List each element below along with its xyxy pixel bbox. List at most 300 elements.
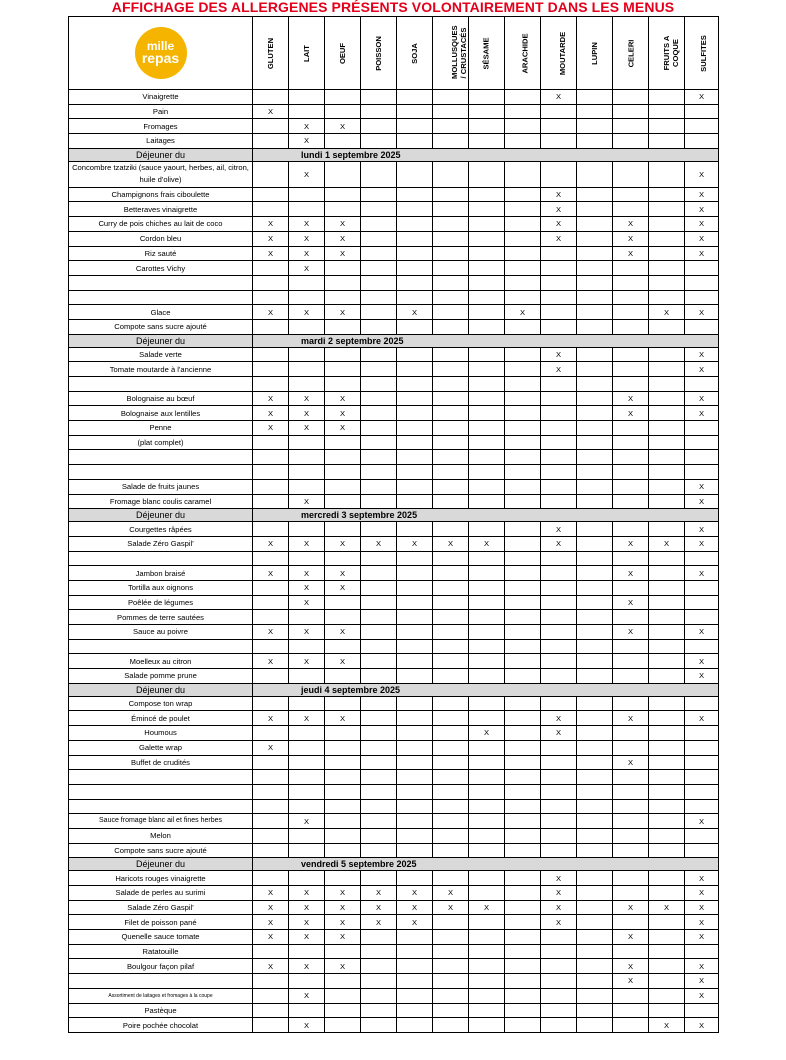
column-header bbox=[325, 17, 361, 90]
allergen-cell bbox=[397, 784, 433, 799]
allergen-cell: X bbox=[289, 119, 325, 134]
allergen-cell bbox=[361, 406, 397, 421]
allergen-cell bbox=[685, 784, 719, 799]
allergen-cell bbox=[469, 551, 505, 566]
allergen-cell bbox=[397, 187, 433, 202]
allergen-cell bbox=[289, 755, 325, 770]
table-row bbox=[69, 696, 719, 711]
allergen-cell bbox=[361, 217, 397, 232]
allergen-cell bbox=[325, 465, 361, 480]
allergen-cell bbox=[649, 494, 685, 509]
allergen-cell bbox=[253, 696, 289, 711]
allergen-cell: X bbox=[613, 625, 649, 640]
allergen-cell bbox=[505, 711, 541, 726]
allergen-cell bbox=[289, 362, 325, 377]
allergen-cell: X bbox=[325, 305, 361, 320]
allergen-cell bbox=[685, 580, 719, 595]
allergen-cell bbox=[469, 119, 505, 134]
allergen-cell bbox=[397, 654, 433, 669]
allergen-cell bbox=[361, 202, 397, 217]
allergen-cell bbox=[685, 465, 719, 480]
allergen-cell: X bbox=[685, 305, 719, 320]
dish-name: Haricots rouges vinaigrette bbox=[69, 871, 253, 886]
allergen-cell bbox=[505, 1003, 541, 1018]
allergen-cell bbox=[397, 625, 433, 640]
allergen-cell bbox=[541, 319, 577, 334]
allergen-cell bbox=[325, 784, 361, 799]
table-row bbox=[69, 406, 719, 421]
allergen-cell bbox=[505, 246, 541, 261]
allergen-cell bbox=[253, 161, 289, 187]
allergen-cell bbox=[541, 740, 577, 755]
allergen-cell bbox=[397, 988, 433, 1003]
allergen-cell bbox=[577, 479, 613, 494]
allergen-cell bbox=[577, 711, 613, 726]
allergen-cell bbox=[361, 551, 397, 566]
allergen-cell bbox=[577, 740, 613, 755]
allergen-cell bbox=[577, 944, 613, 959]
allergen-cell: X bbox=[325, 246, 361, 261]
allergen-cell: X bbox=[289, 536, 325, 551]
allergen-cell bbox=[541, 696, 577, 711]
allergen-cell bbox=[325, 740, 361, 755]
allergen-cell bbox=[433, 187, 469, 202]
allergen-cell bbox=[325, 377, 361, 392]
day-label: Déjeuner du bbox=[69, 683, 253, 696]
allergen-cell bbox=[505, 799, 541, 814]
allergen-cell bbox=[433, 290, 469, 305]
allergen-cell bbox=[505, 119, 541, 134]
allergen-cell bbox=[289, 696, 325, 711]
allergen-cell bbox=[613, 202, 649, 217]
allergen-cell bbox=[361, 974, 397, 989]
allergen-cell bbox=[541, 377, 577, 392]
table-row bbox=[69, 871, 719, 886]
allergen-cell bbox=[613, 828, 649, 843]
allergen-cell bbox=[577, 187, 613, 202]
allergen-cell bbox=[613, 886, 649, 901]
allergen-cell bbox=[505, 580, 541, 595]
allergen-cell bbox=[361, 119, 397, 134]
allergen-cell: X bbox=[685, 654, 719, 669]
allergen-cell bbox=[505, 90, 541, 105]
allergen-cell bbox=[325, 871, 361, 886]
table-row bbox=[69, 435, 719, 450]
allergen-cell: X bbox=[325, 566, 361, 581]
allergen-cell: X bbox=[541, 202, 577, 217]
allergen-cell bbox=[397, 90, 433, 105]
allergen-cell bbox=[505, 347, 541, 362]
allergen-cell: X bbox=[325, 580, 361, 595]
allergen-cell bbox=[649, 669, 685, 684]
allergen-cell: X bbox=[613, 595, 649, 610]
allergen-cell bbox=[433, 740, 469, 755]
allergen-cell bbox=[289, 187, 325, 202]
allergen-cell bbox=[613, 134, 649, 149]
allergen-cell bbox=[433, 580, 469, 595]
allergen-cell: X bbox=[253, 930, 289, 945]
allergen-cell: X bbox=[541, 886, 577, 901]
allergen-cell bbox=[397, 959, 433, 974]
allergen-cell bbox=[649, 595, 685, 610]
allergen-cell bbox=[541, 580, 577, 595]
allergen-cell: X bbox=[289, 930, 325, 945]
allergen-cell bbox=[541, 566, 577, 581]
dish-name: Moelleux au citron bbox=[69, 654, 253, 669]
allergen-cell: X bbox=[685, 391, 719, 406]
allergen-cell: X bbox=[289, 305, 325, 320]
table-row bbox=[69, 740, 719, 755]
day-label: Déjeuner du bbox=[69, 858, 253, 871]
allergen-cell bbox=[361, 828, 397, 843]
allergen-cell: X bbox=[685, 930, 719, 945]
allergen-cell bbox=[253, 610, 289, 625]
day-date: vendredi 5 septembre 2025 bbox=[253, 858, 719, 871]
allergen-cell: X bbox=[685, 362, 719, 377]
allergen-cell: X bbox=[289, 595, 325, 610]
allergen-cell bbox=[397, 347, 433, 362]
allergen-cell bbox=[541, 275, 577, 290]
allergen-cell: X bbox=[541, 187, 577, 202]
allergen-cell bbox=[505, 435, 541, 450]
dish-name: Penne bbox=[69, 421, 253, 436]
allergen-cell bbox=[397, 696, 433, 711]
dish-name: Ratatouille bbox=[69, 944, 253, 959]
allergen-cell bbox=[685, 450, 719, 465]
allergen-cell bbox=[649, 261, 685, 276]
allergen-cell bbox=[289, 319, 325, 334]
allergen-cell bbox=[649, 119, 685, 134]
allergen-cell bbox=[613, 290, 649, 305]
allergen-cell bbox=[253, 814, 289, 829]
allergen-cell bbox=[433, 231, 469, 246]
allergen-cell bbox=[469, 886, 505, 901]
allergen-cell: X bbox=[361, 915, 397, 930]
allergen-cell bbox=[361, 362, 397, 377]
dish-name: Compose ton wrap bbox=[69, 696, 253, 711]
dish-name bbox=[69, 974, 253, 989]
day-date: mercredi 3 septembre 2025 bbox=[253, 509, 719, 522]
allergen-cell bbox=[469, 246, 505, 261]
allergen-cell bbox=[577, 275, 613, 290]
allergen-cell bbox=[325, 610, 361, 625]
allergen-cell: X bbox=[685, 231, 719, 246]
table-row bbox=[69, 595, 719, 610]
table-row bbox=[69, 319, 719, 334]
allergen-cell bbox=[577, 536, 613, 551]
allergen-cell bbox=[253, 377, 289, 392]
allergen-cell bbox=[469, 566, 505, 581]
allergen-cell bbox=[433, 974, 469, 989]
allergen-cell bbox=[649, 625, 685, 640]
allergen-cell bbox=[361, 654, 397, 669]
allergen-cell bbox=[325, 755, 361, 770]
allergen-cell bbox=[577, 566, 613, 581]
allergen-cell bbox=[613, 580, 649, 595]
allergen-cell bbox=[253, 435, 289, 450]
allergen-cell: X bbox=[613, 536, 649, 551]
allergen-cell bbox=[613, 494, 649, 509]
day-label: Déjeuner du bbox=[69, 148, 253, 161]
allergen-cell bbox=[397, 421, 433, 436]
allergen-cell bbox=[361, 566, 397, 581]
allergen-cell bbox=[361, 959, 397, 974]
table-row bbox=[69, 275, 719, 290]
allergen-cell bbox=[469, 580, 505, 595]
allergen-cell bbox=[505, 944, 541, 959]
allergen-cell bbox=[433, 319, 469, 334]
allergen-cell: X bbox=[289, 231, 325, 246]
allergen-cell: X bbox=[685, 479, 719, 494]
allergen-cell bbox=[397, 391, 433, 406]
allergen-cell: X bbox=[685, 217, 719, 232]
allergen-cell: X bbox=[253, 711, 289, 726]
allergen-cell bbox=[505, 1018, 541, 1033]
allergen-cell bbox=[685, 770, 719, 785]
allergen-cell: X bbox=[469, 900, 505, 915]
allergen-cell bbox=[397, 580, 433, 595]
allergen-cell bbox=[433, 639, 469, 654]
dish-name: (plat complet) bbox=[69, 435, 253, 450]
allergen-cell: X bbox=[253, 104, 289, 119]
table-row bbox=[69, 711, 719, 726]
allergen-cell: X bbox=[325, 900, 361, 915]
day-header-row bbox=[69, 334, 719, 347]
allergen-cell bbox=[613, 799, 649, 814]
allergen-cell bbox=[253, 799, 289, 814]
allergen-cell bbox=[649, 915, 685, 930]
allergen-cell: X bbox=[289, 161, 325, 187]
allergen-cell bbox=[505, 377, 541, 392]
column-header-label: GLUTEN bbox=[266, 37, 275, 69]
allergen-cell bbox=[253, 347, 289, 362]
allergen-cell bbox=[397, 231, 433, 246]
allergen-cell bbox=[541, 1003, 577, 1018]
allergen-cell bbox=[613, 610, 649, 625]
table-row bbox=[69, 290, 719, 305]
allergen-cell: X bbox=[685, 900, 719, 915]
table-row bbox=[69, 134, 719, 149]
allergen-cell bbox=[361, 522, 397, 537]
allergen-cell bbox=[685, 319, 719, 334]
allergen-cell bbox=[577, 625, 613, 640]
allergen-cell: X bbox=[541, 347, 577, 362]
allergen-cell bbox=[505, 406, 541, 421]
allergen-cell bbox=[325, 988, 361, 1003]
allergen-cell bbox=[397, 202, 433, 217]
allergen-cell: X bbox=[325, 915, 361, 930]
dish-name bbox=[69, 551, 253, 566]
allergen-cell: X bbox=[613, 406, 649, 421]
dish-name: Pastèque bbox=[69, 1003, 253, 1018]
allergen-cell: X bbox=[253, 246, 289, 261]
allergen-cell bbox=[253, 669, 289, 684]
allergen-cell bbox=[613, 450, 649, 465]
allergen-cell bbox=[505, 479, 541, 494]
table-row bbox=[69, 187, 719, 202]
allergen-cell bbox=[613, 362, 649, 377]
allergen-cell bbox=[649, 104, 685, 119]
allergen-cell bbox=[253, 784, 289, 799]
dish-name: Vinaigrette bbox=[69, 90, 253, 105]
allergen-cell bbox=[577, 465, 613, 480]
allergen-cell bbox=[613, 696, 649, 711]
allergen-cell: X bbox=[253, 406, 289, 421]
allergen-cell bbox=[253, 90, 289, 105]
allergen-cell bbox=[541, 639, 577, 654]
allergen-cell bbox=[469, 231, 505, 246]
dish-name: Sauce fromage blanc ail et fines herbes bbox=[69, 814, 253, 829]
allergen-cell bbox=[469, 479, 505, 494]
allergen-cell bbox=[433, 275, 469, 290]
allergen-cell bbox=[649, 639, 685, 654]
allergen-cell: X bbox=[433, 886, 469, 901]
table-row bbox=[69, 828, 719, 843]
allergen-cell bbox=[469, 362, 505, 377]
allergen-cell bbox=[433, 988, 469, 1003]
allergen-cell bbox=[397, 435, 433, 450]
allergen-cell bbox=[325, 770, 361, 785]
allergen-cell: X bbox=[325, 959, 361, 974]
allergen-cell bbox=[433, 494, 469, 509]
allergen-cell bbox=[325, 595, 361, 610]
allergen-cell bbox=[685, 944, 719, 959]
allergen-cell bbox=[433, 566, 469, 581]
allergen-cell bbox=[469, 421, 505, 436]
allergen-cell bbox=[325, 1018, 361, 1033]
column-header-label: SULFITES bbox=[698, 34, 708, 72]
table-row bbox=[69, 566, 719, 581]
allergen-cell: X bbox=[253, 305, 289, 320]
allergen-cell bbox=[433, 104, 469, 119]
column-header bbox=[577, 17, 613, 90]
allergen-cell bbox=[649, 406, 685, 421]
allergen-cell bbox=[289, 784, 325, 799]
allergen-cell: X bbox=[613, 900, 649, 915]
allergen-cell bbox=[541, 1018, 577, 1033]
allergen-cell bbox=[613, 319, 649, 334]
allergen-cell bbox=[577, 522, 613, 537]
column-header-label: SOJA bbox=[410, 42, 419, 64]
allergen-cell: X bbox=[613, 566, 649, 581]
allergen-cell bbox=[505, 669, 541, 684]
allergen-cell bbox=[325, 726, 361, 741]
allergen-cell bbox=[613, 261, 649, 276]
dish-name: Jambon braisé bbox=[69, 566, 253, 581]
allergen-cell: X bbox=[325, 711, 361, 726]
allergen-cell bbox=[325, 639, 361, 654]
allergen-cell bbox=[397, 104, 433, 119]
allergen-cell bbox=[613, 740, 649, 755]
allergen-cell bbox=[253, 362, 289, 377]
allergen-cell bbox=[433, 551, 469, 566]
allergen-cell bbox=[325, 696, 361, 711]
allergen-cell bbox=[253, 974, 289, 989]
allergen-cell bbox=[253, 119, 289, 134]
allergen-cell bbox=[361, 595, 397, 610]
allergen-cell bbox=[577, 421, 613, 436]
allergen-cell bbox=[397, 711, 433, 726]
allergen-cell bbox=[325, 944, 361, 959]
allergen-cell bbox=[649, 944, 685, 959]
allergen-cell bbox=[361, 625, 397, 640]
allergen-table bbox=[68, 16, 719, 1033]
allergen-cell: X bbox=[685, 347, 719, 362]
allergen-cell bbox=[469, 104, 505, 119]
header-row bbox=[69, 17, 719, 90]
column-header bbox=[649, 17, 685, 90]
allergen-cell bbox=[541, 625, 577, 640]
allergen-cell bbox=[397, 639, 433, 654]
allergen-cell bbox=[541, 391, 577, 406]
allergen-cell: X bbox=[289, 391, 325, 406]
table-row bbox=[69, 900, 719, 915]
allergen-cell: X bbox=[289, 711, 325, 726]
allergen-cell bbox=[649, 580, 685, 595]
allergen-cell bbox=[397, 814, 433, 829]
allergen-cell bbox=[541, 494, 577, 509]
allergen-cell bbox=[289, 479, 325, 494]
allergen-cell bbox=[253, 494, 289, 509]
allergen-cell bbox=[469, 522, 505, 537]
allergen-cell: X bbox=[541, 915, 577, 930]
allergen-cell bbox=[469, 843, 505, 858]
allergen-cell: X bbox=[613, 959, 649, 974]
allergen-cell bbox=[289, 944, 325, 959]
allergen-cell bbox=[253, 639, 289, 654]
column-header-label: MOUTARDE bbox=[558, 31, 568, 75]
allergen-cell bbox=[469, 187, 505, 202]
allergen-cell bbox=[289, 377, 325, 392]
allergen-cell bbox=[289, 90, 325, 105]
allergen-cell: X bbox=[613, 974, 649, 989]
allergen-cell: X bbox=[325, 217, 361, 232]
allergen-cell bbox=[469, 959, 505, 974]
allergen-cell bbox=[577, 104, 613, 119]
allergen-cell bbox=[325, 799, 361, 814]
allergen-cell bbox=[253, 944, 289, 959]
allergen-cell bbox=[505, 522, 541, 537]
table-row bbox=[69, 161, 719, 187]
allergen-cell: X bbox=[289, 406, 325, 421]
allergen-cell bbox=[361, 639, 397, 654]
allergen-cell bbox=[469, 974, 505, 989]
allergen-cell: X bbox=[685, 625, 719, 640]
dish-name: Salade Zéro Gaspil' bbox=[69, 900, 253, 915]
allergen-cell bbox=[361, 784, 397, 799]
allergen-cell bbox=[361, 261, 397, 276]
allergen-cell bbox=[505, 362, 541, 377]
allergen-cell bbox=[469, 465, 505, 480]
column-header-label: CELERI bbox=[625, 39, 635, 67]
allergen-cell bbox=[649, 479, 685, 494]
allergen-cell: X bbox=[289, 814, 325, 829]
allergen-cell bbox=[469, 494, 505, 509]
allergen-cell bbox=[253, 770, 289, 785]
dish-name bbox=[69, 799, 253, 814]
allergen-cell bbox=[685, 421, 719, 436]
allergen-cell bbox=[505, 814, 541, 829]
column-header bbox=[361, 17, 397, 90]
table-row bbox=[69, 580, 719, 595]
allergen-cell bbox=[397, 1018, 433, 1033]
allergen-cell: X bbox=[253, 231, 289, 246]
table-row bbox=[69, 305, 719, 320]
allergen-cell bbox=[433, 799, 469, 814]
dish-name: Fromages bbox=[69, 119, 253, 134]
allergen-cell bbox=[469, 711, 505, 726]
allergen-cell bbox=[577, 696, 613, 711]
